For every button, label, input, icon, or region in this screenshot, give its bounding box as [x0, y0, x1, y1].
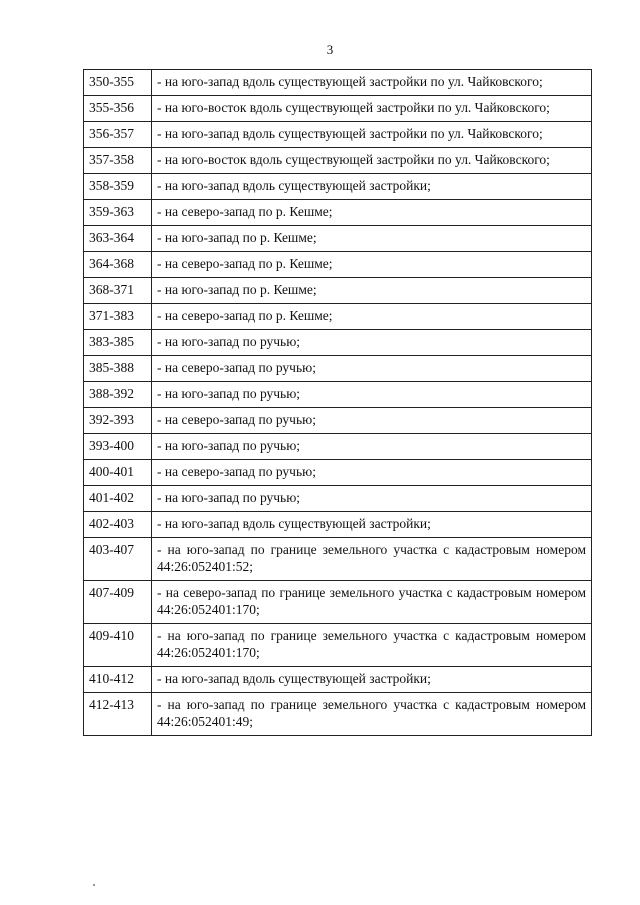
table-row [84, 581, 592, 624]
table-row [84, 226, 592, 252]
segment-cell: 355-356 [84, 96, 152, 122]
description-cell: - на юго-запад по ручью; [152, 486, 592, 512]
segment-cell: 403-407 [84, 538, 152, 581]
description-cell: - на юго-восток вдоль существующей застройки по ул. Чайковского; [152, 96, 592, 122]
table-row [84, 252, 592, 278]
description-cell: - на юго-запад по р. Кешме; [152, 226, 592, 252]
table-row [84, 538, 592, 581]
table-row [84, 174, 592, 200]
description-cell: - на юго-запад по ручью; [152, 330, 592, 356]
table-row [84, 304, 592, 330]
segment-cell: 401-402 [84, 486, 152, 512]
description-cell: - на юго-запад вдоль существующей застройки; [152, 667, 592, 693]
description-cell: - на северо-запад по р. Кешме; [152, 304, 592, 330]
page-number: 3 [326, 42, 334, 57]
description-cell: - на северо-запад по ручью; [152, 460, 592, 486]
segment-cell: 410-412 [84, 667, 152, 693]
description-cell: - на юго-запад по ручью; [152, 434, 592, 460]
table-row [84, 148, 592, 174]
segment-cell: 388-392 [84, 382, 152, 408]
table-row [84, 330, 592, 356]
description-cell: - на юго-запад по р. Кешме; [152, 278, 592, 304]
table-row [84, 356, 592, 382]
description-cell: - на юго-запад вдоль существующей застройки по ул. Чайковского; [152, 70, 592, 96]
description-cell: - на юго-запад по границе земельного участка с кадастровым номером 44:26:052401:52; [152, 538, 592, 581]
description-cell: - на северо-запад по ручью; [152, 408, 592, 434]
segment-cell: 356-357 [84, 122, 152, 148]
description-cell: - на северо-запад по р. Кешме; [152, 252, 592, 278]
table-row [84, 408, 592, 434]
segment-cell: 357-358 [84, 148, 152, 174]
segment-cell: 358-359 [84, 174, 152, 200]
description-cell: - на юго-запад вдоль существующей застройки; [152, 174, 592, 200]
table-row [84, 460, 592, 486]
table-row [84, 278, 592, 304]
segment-cell: 364-368 [84, 252, 152, 278]
table-row [84, 70, 592, 96]
segment-cell: 385-388 [84, 356, 152, 382]
boundary-table-body [84, 70, 592, 736]
description-cell: - на северо-запад по р. Кешме; [152, 200, 592, 226]
segment-cell: 393-400 [84, 434, 152, 460]
description-cell: - на юго-запад по границе земельного участка с кадастровым номером 44:26:052401:49; [152, 693, 592, 736]
description-cell: - на юго-запад по ручью; [152, 382, 592, 408]
description-cell: - на юго-восток вдоль существующей застройки по ул. Чайковского; [152, 148, 592, 174]
segment-cell: 350-355 [84, 70, 152, 96]
table-row [84, 200, 592, 226]
segment-cell: 383-385 [84, 330, 152, 356]
segment-cell: 407-409 [84, 581, 152, 624]
segment-cell: 412-413 [84, 693, 152, 736]
table-row [84, 512, 592, 538]
segment-cell: 402-403 [84, 512, 152, 538]
segment-cell: 400-401 [84, 460, 152, 486]
description-cell: - на юго-запад вдоль существующей застройки по ул. Чайковского; [152, 122, 592, 148]
description-cell: - на северо-запад по ручью; [152, 356, 592, 382]
table-row [84, 693, 592, 736]
table-row [84, 382, 592, 408]
segment-cell: 363-364 [84, 226, 152, 252]
segment-cell: 368-371 [84, 278, 152, 304]
table-row [84, 624, 592, 667]
segment-cell: 371-383 [84, 304, 152, 330]
boundary-table [83, 69, 592, 736]
segment-cell: 409-410 [84, 624, 152, 667]
segment-cell: 359-363 [84, 200, 152, 226]
description-cell: - на юго-запад вдоль существующей застройки; [152, 512, 592, 538]
table-row [84, 96, 592, 122]
table-row [84, 486, 592, 512]
segment-cell: 392-393 [84, 408, 152, 434]
description-cell: - на юго-запад по границе земельного участка с кадастровым номером 44:26:052401:170; [152, 624, 592, 667]
description-cell: - на северо-запад по границе земельного участка с кадастровым номером 44:26:052401:170; [152, 581, 592, 624]
scan-speck [93, 884, 95, 886]
table-row [84, 434, 592, 460]
table-row [84, 667, 592, 693]
table-row [84, 122, 592, 148]
